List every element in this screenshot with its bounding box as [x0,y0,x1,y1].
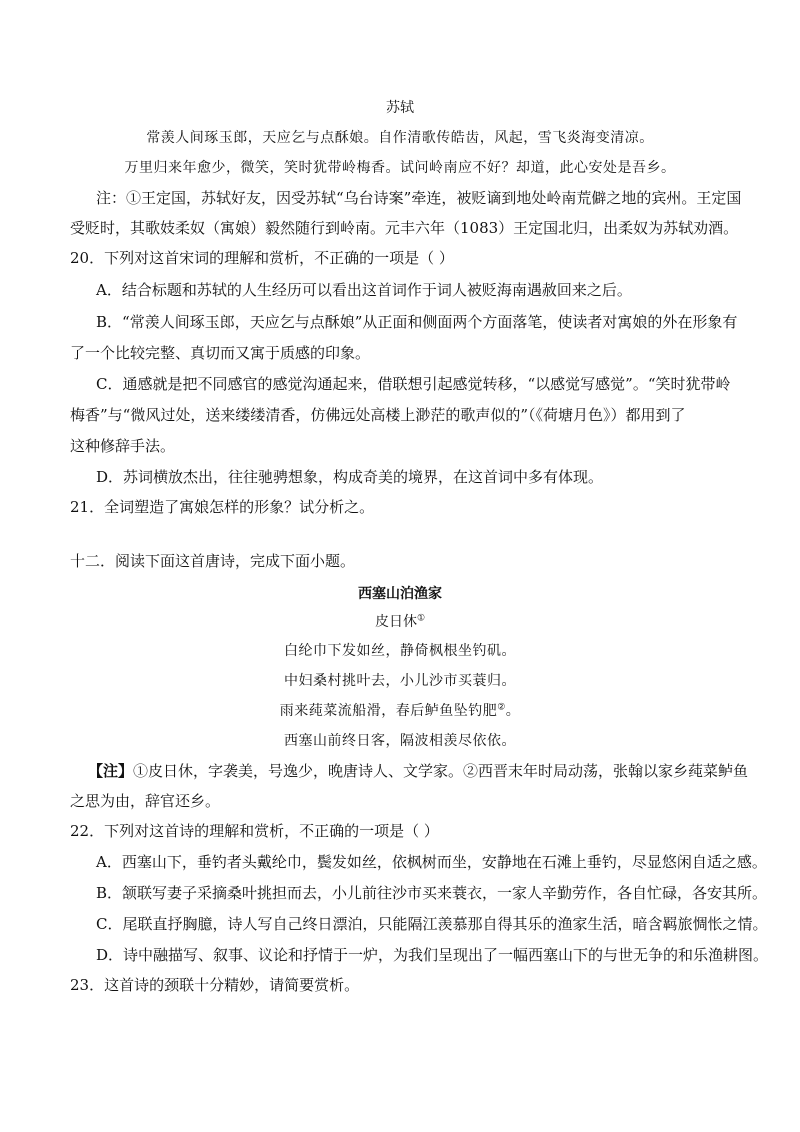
note-text: 注：①王定国，苏轼好友，因受苏轼“乌台诗案”牵连，被贬谪到地处岭南荒僻之地的宾州。王定国 [96,189,742,207]
note-text: 之思为由，辞官还乡。 [70,792,221,810]
option-c: C．通感就是把不同感官的感觉沟通起来，借联想引起感觉转移，“以感觉写感觉”。“笑时犹带岭 [96,375,731,393]
option-c-continued: 梅香”与“微风过处，送来缕缕清香，仿佛远处高楼上渺茫的歌声似的”（《荷塘月色》）都用到了 [70,406,686,424]
option-c: C．尾联直抒胸臆，诗人写自己终日漂泊，只能隔江羡慕那自得其乐的渔家生活，暗含羁旅惆怅之情。 [96,915,768,933]
question-stem: 20．下列对这首宋词的理解和赏析，不正确的一项是（ ） [70,249,454,267]
option-a: A．西塞山下，垂钓者头戴纶巾，鬓发如丝，依枫树而坐，安静地在石滩上垂钓，尽显悠闲自适之感。 [96,853,767,871]
option-a: A．结合标题和苏轼的人生经历可以看出这首词作于词人被贬海南遇赦回来之后。 [96,281,632,299]
poem-line: 万里归来年愈少，微笑，笑时犹带岭梅香。试问岭南应不好？却道，此心安处是吾乡。 [124,160,676,176]
option-b: B．颔联写妻子采摘桑叶挑担而去，小儿前往沙市买来蓑衣，一家人辛勤劳作，各自忙碌，各安其所。 [96,884,768,902]
poem-line: 中妇桑村挑叶去，小儿沙市买蓑归。 [284,673,516,689]
option-b: B．“常羡人间琢玉郎，天应乞与点酥娘”从正面和侧面两个方面落笔，使读者对寓娘的外在形象有 [96,313,738,331]
section-heading: 十二．阅读下面这首唐诗，完成下面小题。 [70,552,356,570]
question-stem: 23．这首诗的颈联十分精妙，请简要赏析。 [70,976,360,994]
poem-line: 雨来莼菜流船滑，春后鲈鱼坠钓肥②。 [279,702,521,719]
note-label: 【注】 [88,762,134,780]
footnote-mark: ① [416,613,426,624]
note-text: 【注】①皮日休，字袭美，号逸少，晚唐诗人、文学家。②西晋末年时局动荡，张翰以家乡莼菜鲈鱼 [88,762,749,780]
option-c-continued: 这种修辞手法。 [70,437,176,455]
poem-title: 西塞山泊渔家 [358,586,442,602]
option-d: D．苏词横放杰出，往往驰骋想象，构成奇美的境界，在这首词中多有体现。 [96,468,604,486]
question-stem: 21．全词塑造了寓娘怎样的形象？试分析之。 [70,498,375,516]
note-text: 受贬时，其歌妓柔奴（寓娘）毅然随行到岭南。元丰六年（1083）王定国北归，出柔奴为苏轼劝酒。 [70,219,739,237]
question-stem: 22．下列对这首诗的理解和赏析，不正确的一项是（ ） [70,822,439,840]
option-d: D．诗中融描写、叙事、议论和抒情于一炉，为我们呈现出了一幅西塞山下的与世无争的和乐渔耕图。 [96,946,769,964]
poem-line: 西塞山前终日客，隔波相羡尽依依。 [284,733,516,749]
poem-author: 苏轼 [386,100,414,116]
poem-author: 皮日休① [374,613,426,630]
poem-line: 白纶巾下发如丝，静倚枫根坐钓矶。 [284,643,516,659]
footnote-mark: ② [497,702,506,713]
option-b-continued: 了一个比较完整、真切而又寓于质感的印象。 [70,344,371,362]
poem-line: 常羡人间琢玉郎，天应乞与点酥娘。自作清歌传皓齿，风起，雪飞炎海变清凉。 [146,130,654,146]
